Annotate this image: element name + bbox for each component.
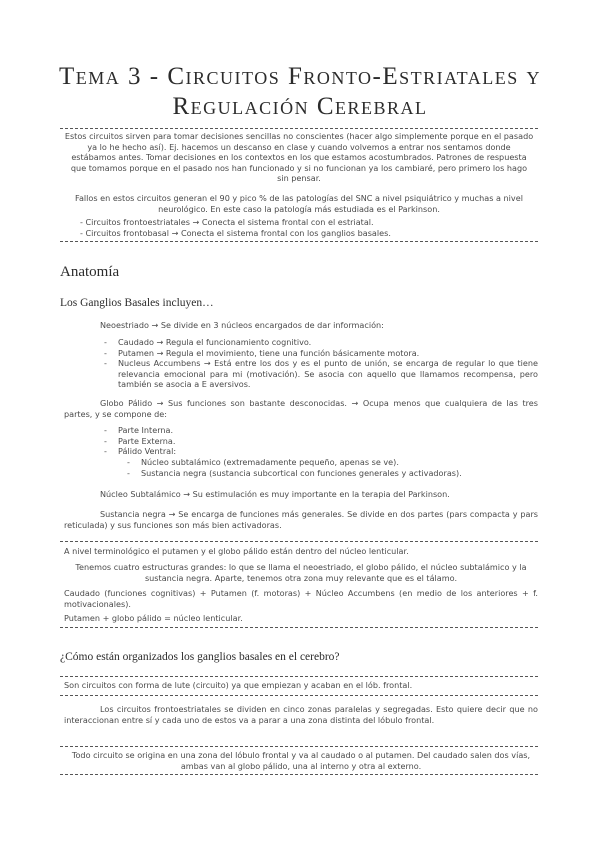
intro-list	[80, 217, 535, 238]
globo-palido-list	[104, 425, 524, 457]
sustancia-negra-text: Sustancia negra → Se encarga de funciones más generales. Se divide en dos partes (pars compacta y pars reticulada) y sus funciones son más bien activadoras.	[64, 509, 538, 530]
globo-palido-text: Globo Pálido → Sus funciones son bastante desconocidas. → Ocupa menos que cualquiera de las tres partes, y se compone de:	[64, 398, 538, 419]
list-item: - Nucleus Accumbens → Está entre los dos y es el punto de unión, se encarga de regular lo que tiene relevancia emocional para mi (motivación). Se asocia con aquello que llamamos recompensa, pero también se asocia a E aversivos.	[104, 358, 538, 390]
intro-paragraph-1: Estos circuitos sirven para tomar decisiones sencillas no conscientes (hacer algo simplemente porque en el pasado ya lo he hecho así). Ej. hacemos un descanso en clase y cuando volvemos a entrar nos sentamos donde estábamos antes. Tomar decisiones en los contextos en los que estamos acostumbrados. Patrones de respuesta que tomamos porque en el pasado nos han funcionado y si no funcionan ya los cambiaré, pero primero los hago sin pensar.	[64, 131, 534, 183]
intro-paragraph-2: Fallos en estos circuitos generan el 90 y pico % de las patologías del SNC a nivel psiquiátrico y muchas a nivel neurológico. En este caso la patología más estudiada es el Parkinson.	[75, 193, 523, 214]
list-item: - Caudado → Regula el funcionamiento cognitivo.	[104, 337, 538, 348]
subheading-ganglios: Los Ganglios Basales incluyen…	[60, 297, 214, 309]
list-item: - Parte Interna.	[104, 425, 524, 436]
box2-bottom-divider	[60, 774, 538, 775]
note-2: Tenemos cuatro estructuras grandes: lo que se llama el neoestriado, el globo pálido, el núcleo subtalámico y la sustancia negra. Aparte, tenemos otra zona muy relevante que es el tálamo.	[75, 562, 527, 583]
list-item: - Núcleo subtalámico (extremadamente pequeño, apenas se ve).	[127, 457, 537, 468]
organizacion-box-2: Todo circuito se origina en una zona del lóbulo frontal y va al caudado o al putamen. Del caudado salen dos vías, ambas van al globo pálido, una al interno y otra al externo.	[71, 750, 531, 771]
intro-list-item: - Circuitos frontobasal → Conecta el sistema frontal con los ganglios basales.	[80, 227, 391, 238]
palido-ventral-list	[127, 457, 537, 478]
subtalamico-text: Núcleo Subtalámico → Su estimulación es muy importante en la terapia del Parkinson.	[100, 489, 450, 499]
title-line-2: Regulación Cerebral	[172, 93, 428, 120]
document-title	[40, 62, 560, 122]
notes-top-divider	[60, 541, 538, 542]
box1-top-divider	[60, 676, 538, 677]
notes-bottom-divider	[60, 627, 538, 628]
section-heading-organizacion: ¿Cómo están organizados los ganglios basales en el cerebro?	[60, 651, 340, 663]
note-4: Putamen + globo pálido = núcleo lenticular.	[64, 613, 243, 623]
organizacion-box-1: Son circuitos con forma de lute (circuito) ya que empiezan y acaban en el lób. frontal.	[64, 680, 413, 690]
title-line-1: Tema 3 - Circuitos Fronto-Estriatales y	[59, 63, 541, 90]
box2-top-divider	[60, 746, 538, 747]
section-heading-anatomia: Anatomía	[60, 264, 120, 280]
neoestriado-list	[104, 337, 538, 390]
intro-top-divider	[60, 128, 538, 129]
list-item: - Putamen → Regula el movimiento, tiene una función básicamente motora.	[104, 348, 538, 359]
intro-list-item: - Circuitos frontoestriatales → Conecta el sistema frontal con el estriatal.	[80, 217, 374, 227]
intro-bottom-divider	[60, 241, 538, 242]
note-1: A nivel terminológico el putamen y el globo pálido están dentro del núcleo lenticular.	[64, 546, 409, 556]
box1-bottom-divider	[60, 695, 538, 696]
list-item: - Pálido Ventral:	[104, 446, 524, 457]
list-item: - Sustancia negra (sustancia subcortical con funciones generales y activadoras).	[127, 468, 537, 479]
neoestriado-text: Neoestriado → Se divide en 3 núcleos encargados de dar información:	[100, 320, 384, 330]
note-3: Caudado (funciones cognitivas) + Putamen (f. motoras) + Núcleo Accumbens (en medio de los anteriores + f. motivacionales).	[64, 588, 538, 609]
list-item: - Parte Externa.	[104, 436, 524, 447]
organizacion-paragraph: Los circuitos frontoestriatales se dividen en cinco zonas paralelas y segregadas. Esto quiere decir que no interaccionan entre sí y cada uno de estos va a parar a una zona distinta del lóbulo frontal.	[64, 704, 538, 725]
